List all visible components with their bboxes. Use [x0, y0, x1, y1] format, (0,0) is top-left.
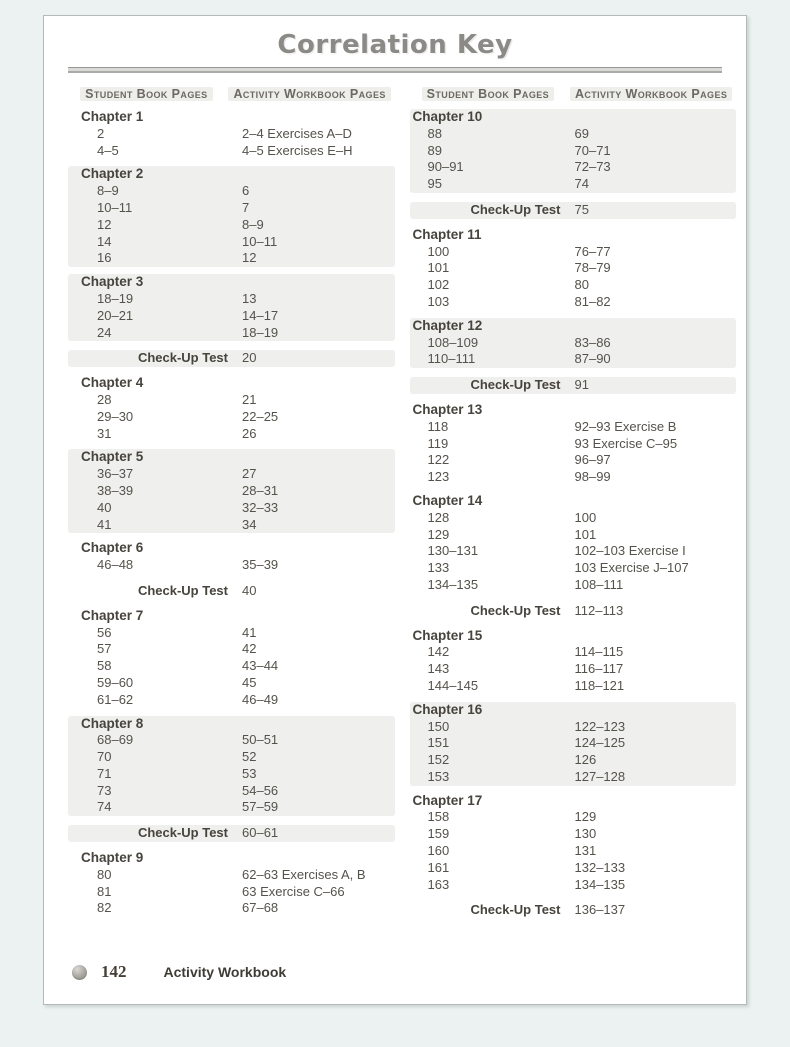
- correlation-column-left: [68, 87, 395, 927]
- activity-workbook-pages-value: 103 Exercise J–107: [574, 560, 689, 576]
- correlation-row: [68, 500, 395, 517]
- chapter-section: [68, 608, 395, 709]
- student-book-pages-value: 16: [97, 250, 112, 266]
- correlation-row: [410, 335, 737, 352]
- checkup-test-pages-value: 91: [574, 377, 589, 393]
- chapter-heading: Chapter 11: [412, 226, 482, 242]
- column-header-row: [68, 87, 395, 101]
- correlation-row: [410, 826, 737, 843]
- correlation-row: [68, 250, 395, 267]
- correlation-row: [68, 126, 395, 143]
- activity-workbook-pages-value: 100: [574, 509, 597, 525]
- activity-workbook-pages-value: 22–25: [242, 408, 279, 424]
- student-book-pages-value: 14: [97, 233, 112, 249]
- correlation-row: [410, 752, 737, 769]
- activity-workbook-pages-value: 131: [574, 843, 597, 859]
- student-book-pages-value: 38–39: [97, 482, 134, 498]
- activity-workbook-pages-value: 35–39: [242, 557, 279, 573]
- student-book-pages-value: 158: [427, 809, 450, 825]
- column-header-activity-workbook-pages: Activity Workbook Pages: [570, 87, 732, 101]
- activity-workbook-pages-value: 124–125: [574, 735, 626, 751]
- checkup-test-label: Check-Up Test: [470, 902, 561, 918]
- correlation-row: [68, 234, 395, 251]
- student-book-pages-value: 143: [427, 661, 450, 677]
- activity-workbook-pages-value: 118–121: [574, 677, 625, 693]
- chapter-section: [410, 628, 737, 695]
- chapter-section: [410, 109, 737, 193]
- activity-workbook-pages-value: 41: [242, 624, 257, 640]
- activity-workbook-pages-value: 27: [242, 466, 257, 482]
- activity-workbook-pages-value: 93 Exercise C–95: [574, 435, 678, 451]
- page-number: 142: [101, 962, 127, 981]
- activity-workbook-pages-value: 6: [242, 183, 250, 199]
- correlation-row: [68, 409, 395, 426]
- correlation-row: [410, 719, 737, 736]
- activity-workbook-pages-value: 92–93 Exercise B: [574, 418, 677, 434]
- student-book-pages-value: 59–60: [97, 674, 134, 690]
- student-book-pages-value: 122: [427, 452, 450, 468]
- student-book-pages-value: 80: [97, 866, 112, 882]
- checkup-test-row: [410, 202, 737, 219]
- activity-workbook-pages-value: 43–44: [242, 658, 279, 674]
- chapter-heading: Chapter 14: [412, 492, 483, 508]
- chapter-section: [410, 702, 737, 786]
- student-book-pages-value: 41: [97, 516, 112, 532]
- checkup-test-label: Check-Up Test: [470, 201, 561, 217]
- activity-workbook-pages-value: 126: [574, 752, 597, 768]
- chapter-section: [410, 227, 737, 311]
- activity-workbook-pages-value: 28–31: [242, 482, 279, 498]
- checkup-test-pages-value: 112–113: [574, 602, 624, 618]
- chapter-heading: Chapter 1: [81, 109, 144, 124]
- correlation-row: [68, 392, 395, 409]
- correlation-row: [410, 159, 737, 176]
- activity-workbook-pages-value: 52: [242, 749, 257, 765]
- student-book-pages-value: 40: [97, 499, 112, 515]
- correlation-row: [410, 419, 737, 436]
- correlation-row: [68, 466, 395, 483]
- student-book-pages-value: 160: [427, 843, 450, 859]
- activity-workbook-pages-value: 74: [574, 176, 589, 192]
- chapter-heading: Chapter 2: [81, 166, 144, 182]
- column-header-activity-workbook-pages: Activity Workbook Pages: [228, 87, 390, 101]
- correlation-row: [410, 244, 737, 261]
- student-book-pages-value: 82: [97, 900, 112, 916]
- activity-workbook-pages-value: 63 Exercise C–66: [242, 883, 345, 899]
- chapter-section: [68, 716, 395, 817]
- student-book-pages-value: 142: [427, 644, 450, 660]
- activity-workbook-pages-value: 81–82: [574, 293, 611, 309]
- student-book-pages-value: 118: [427, 418, 449, 434]
- column-header-row: [410, 87, 737, 101]
- correlation-row: [410, 436, 737, 453]
- correlation-row: [410, 510, 737, 527]
- checkup-test-label: Check-Up Test: [137, 825, 228, 841]
- student-book-pages-value: 130–131: [427, 543, 479, 559]
- correlation-row: [410, 678, 737, 695]
- correlation-row: [410, 769, 737, 786]
- chapter-section: [410, 793, 737, 894]
- activity-workbook-pages-value: 70–71: [574, 142, 611, 158]
- student-book-pages-value: 110–111: [427, 351, 476, 367]
- activity-workbook-pages-value: 127–128: [574, 768, 626, 784]
- checkup-test-row: [410, 603, 737, 620]
- chapter-heading: Chapter 15: [412, 627, 483, 643]
- checkup-test-label: Check-Up Test: [137, 582, 228, 598]
- student-book-pages-value: 29–30: [97, 408, 134, 424]
- chapter-sections-left: [68, 109, 395, 917]
- activity-workbook-pages-value: 12: [242, 250, 257, 266]
- chapter-heading: Chapter 6: [81, 540, 144, 556]
- correlation-row: [410, 469, 737, 486]
- activity-workbook-pages-value: 26: [242, 425, 257, 441]
- correlation-row: [410, 527, 737, 544]
- correlation-row: [68, 732, 395, 749]
- student-book-pages-value: 101: [427, 260, 450, 276]
- correlation-row: [68, 200, 395, 217]
- checkup-test-row: [68, 350, 395, 367]
- activity-workbook-pages-value: 21: [242, 391, 257, 407]
- activity-workbook-pages-value: 45: [242, 674, 257, 690]
- student-book-pages-value: 74: [97, 799, 112, 815]
- student-book-pages-value: 144–145: [427, 677, 479, 693]
- student-book-pages-value: 102: [427, 277, 450, 293]
- activity-workbook-pages-value: 10–11: [242, 233, 278, 249]
- chapter-heading: Chapter 13: [412, 401, 483, 417]
- activity-workbook-pages-value: 62–63 Exercises A, B: [242, 866, 366, 882]
- correlation-row: [410, 735, 737, 752]
- correlation-row: [68, 884, 395, 901]
- student-book-pages-value: 90–91: [427, 159, 464, 175]
- student-book-pages-value: 119: [427, 435, 449, 451]
- correlation-row: [68, 675, 395, 692]
- checkup-test-label: Check-Up Test: [470, 377, 561, 393]
- page-title: Correlation Key: [277, 30, 513, 60]
- correlation-row: [68, 308, 395, 325]
- correlation-row: [68, 692, 395, 709]
- checkup-test-row: [68, 825, 395, 842]
- correlation-row: [68, 749, 395, 766]
- correlation-table: [44, 73, 746, 927]
- correlation-row: [410, 452, 737, 469]
- student-book-pages-value: 150: [427, 718, 450, 734]
- chapter-heading: Chapter 16: [412, 701, 483, 717]
- activity-workbook-pages-value: 50–51: [242, 732, 279, 748]
- activity-workbook-pages-value: 4–5 Exercises E–H: [242, 142, 353, 158]
- correlation-row: [68, 641, 395, 658]
- student-book-pages-value: 123: [427, 469, 450, 485]
- correlation-row: [68, 766, 395, 783]
- activity-workbook-pages-value: 18–19: [242, 324, 279, 340]
- chapter-section: [68, 540, 395, 574]
- student-book-pages-value: 31: [97, 425, 112, 441]
- correlation-row: [410, 644, 737, 661]
- student-book-pages-value: 163: [427, 876, 450, 892]
- activity-workbook-pages-value: 2–4 Exercises A–D: [242, 125, 352, 141]
- chapter-section: [410, 402, 737, 486]
- correlation-row: [410, 661, 737, 678]
- activity-workbook-pages-value: 102–103 Exercise I: [574, 543, 686, 559]
- activity-workbook-pages-value: 83–86: [574, 334, 611, 350]
- checkup-test-label: Check-Up Test: [470, 602, 561, 618]
- correlation-row: [68, 183, 395, 200]
- student-book-pages-value: 100: [427, 243, 450, 259]
- correlation-row: [68, 291, 395, 308]
- page-number-bullet-icon: [72, 965, 87, 980]
- activity-workbook-pages-value: 132–133: [574, 859, 626, 875]
- student-book-pages-value: 151: [427, 735, 450, 751]
- student-book-pages-value: 73: [97, 782, 112, 798]
- activity-workbook-pages-value: 108–111: [574, 576, 624, 592]
- activity-workbook-pages-value: 67–68: [242, 900, 279, 916]
- activity-workbook-pages-value: 46–49: [242, 691, 279, 707]
- student-book-pages-value: 58: [97, 658, 112, 674]
- student-book-pages-value: 61–62: [97, 691, 134, 707]
- correlation-row: [68, 867, 395, 884]
- student-book-pages-value: 4–5: [97, 142, 119, 158]
- student-book-pages-value: 10–11: [97, 199, 133, 215]
- chapter-heading: Chapter 17: [412, 792, 483, 808]
- activity-workbook-pages-value: 8–9: [242, 216, 264, 232]
- correlation-row: [410, 843, 737, 860]
- activity-workbook-pages-value: 34: [242, 516, 257, 532]
- activity-workbook-pages-value: 98–99: [574, 469, 611, 485]
- correlation-row: [68, 517, 395, 534]
- activity-workbook-pages-value: 14–17: [242, 307, 279, 323]
- activity-workbook-pages-value: 42: [242, 641, 257, 657]
- correlation-row: [410, 143, 737, 160]
- student-book-pages-value: 88: [427, 125, 442, 141]
- student-book-pages-value: 70: [97, 749, 112, 765]
- activity-workbook-pages-value: 130: [574, 826, 597, 842]
- correlation-row: [410, 294, 737, 311]
- student-book-pages-value: 161: [427, 859, 450, 875]
- student-book-pages-value: 134–135: [427, 576, 479, 592]
- checkup-test-label: Check-Up Test: [137, 350, 228, 366]
- chapter-heading: Chapter 8: [81, 715, 144, 731]
- correlation-row: [410, 277, 737, 294]
- student-book-pages-value: 46–48: [97, 557, 134, 573]
- correlation-row: [68, 783, 395, 800]
- correlation-row: [68, 143, 395, 160]
- student-book-pages-value: 152: [427, 752, 450, 768]
- checkup-test-pages-value: 136–137: [574, 902, 626, 918]
- student-book-pages-value: 153: [427, 768, 450, 784]
- correlation-row: [68, 625, 395, 642]
- student-book-pages-value: 57: [97, 641, 112, 657]
- student-book-pages-value: 103: [427, 293, 450, 309]
- chapter-section: [410, 493, 737, 594]
- chapter-section: [68, 109, 395, 159]
- student-book-pages-value: 128: [427, 509, 450, 525]
- chapter-sections-right: [410, 109, 737, 919]
- checkup-test-row: [410, 902, 737, 919]
- activity-workbook-pages-value: 101: [574, 526, 597, 542]
- student-book-pages-value: 24: [97, 324, 112, 340]
- activity-workbook-pages-value: 32–33: [242, 499, 279, 515]
- chapter-heading: Chapter 12: [412, 317, 483, 333]
- checkup-test-pages-value: 40: [242, 582, 257, 598]
- student-book-pages-value: 2: [97, 125, 105, 141]
- activity-workbook-pages-value: 13: [242, 290, 257, 306]
- correlation-row: [410, 809, 737, 826]
- checkup-test-pages-value: 75: [574, 201, 589, 217]
- activity-workbook-pages-value: 87–90: [574, 351, 611, 367]
- correlation-row: [410, 543, 737, 560]
- chapter-heading: Chapter 9: [81, 850, 144, 866]
- student-book-pages-value: 71: [97, 765, 112, 781]
- correlation-row: [68, 658, 395, 675]
- activity-workbook-pages-value: 114–115: [574, 644, 624, 660]
- correlation-row: [410, 860, 737, 877]
- chapter-heading: Chapter 5: [81, 449, 144, 465]
- student-book-pages-value: 20–21: [97, 307, 134, 323]
- student-book-pages-value: 129: [427, 526, 450, 542]
- activity-workbook-pages-value: 53: [242, 765, 257, 781]
- student-book-pages-value: 159: [427, 826, 450, 842]
- correlation-row: [68, 325, 395, 342]
- activity-workbook-pages-value: 78–79: [574, 260, 611, 276]
- student-book-pages-value: 68–69: [97, 732, 134, 748]
- chapter-section: [68, 850, 395, 917]
- correlation-row: [410, 260, 737, 277]
- student-book-pages-value: 28: [97, 391, 112, 407]
- student-book-pages-value: 8–9: [97, 183, 119, 199]
- correlation-row: [410, 577, 737, 594]
- student-book-pages-value: 12: [97, 216, 112, 232]
- student-book-pages-value: 89: [427, 142, 442, 158]
- student-book-pages-value: 95: [427, 176, 442, 192]
- chapter-section: [68, 375, 395, 442]
- correlation-row: [68, 217, 395, 234]
- activity-workbook-pages-value: 80: [574, 277, 589, 293]
- column-header-student-book-pages: Student Book Pages: [80, 87, 212, 101]
- checkup-test-pages-value: 20: [242, 350, 257, 366]
- correlation-row: [68, 557, 395, 574]
- activity-workbook-pages-value: 116–117: [574, 661, 624, 677]
- chapter-section: [68, 449, 395, 533]
- correlation-row: [410, 877, 737, 894]
- chapter-section: [410, 318, 737, 368]
- chapter-heading: Chapter 7: [81, 607, 144, 623]
- correlation-column-right: [410, 87, 737, 927]
- activity-workbook-pages-value: 69: [574, 125, 589, 141]
- student-book-pages-value: 36–37: [97, 466, 134, 482]
- correlation-row: [68, 426, 395, 443]
- correlation-row: [68, 483, 395, 500]
- activity-workbook-pages-value: 72–73: [574, 159, 611, 175]
- checkup-test-row: [410, 377, 737, 394]
- activity-workbook-pages-value: 96–97: [574, 452, 611, 468]
- workbook-page: [43, 15, 747, 1005]
- student-book-pages-value: 133: [427, 560, 450, 576]
- correlation-row: [68, 799, 395, 816]
- student-book-pages-value: 108–109: [427, 334, 479, 350]
- correlation-row: [68, 900, 395, 917]
- activity-workbook-pages-value: 134–135: [574, 876, 626, 892]
- activity-workbook-pages-value: 122–123: [574, 718, 626, 734]
- column-header-student-book-pages: Student Book Pages: [422, 87, 554, 101]
- chapter-heading: Chapter 4: [81, 375, 144, 391]
- activity-workbook-pages-value: 129: [574, 809, 597, 825]
- chapter-section: [68, 274, 395, 341]
- checkup-test-row: [68, 583, 395, 600]
- activity-workbook-pages-value: 76–77: [574, 243, 611, 259]
- activity-workbook-pages-value: 54–56: [242, 782, 279, 798]
- correlation-row: [410, 176, 737, 193]
- student-book-pages-value: 81: [97, 883, 112, 899]
- chapter-section: [68, 166, 395, 267]
- page-footer: [72, 962, 286, 982]
- book-title: Activity Workbook: [163, 964, 287, 980]
- checkup-test-pages-value: 60–61: [242, 825, 279, 841]
- activity-workbook-pages-value: 57–59: [242, 799, 279, 815]
- student-book-pages-value: 56: [97, 624, 112, 640]
- correlation-row: [410, 126, 737, 143]
- student-book-pages-value: 18–19: [97, 290, 134, 306]
- chapter-heading: Chapter 10: [412, 109, 483, 124]
- activity-workbook-pages-value: 7: [242, 199, 250, 215]
- correlation-row: [410, 351, 737, 368]
- chapter-heading: Chapter 3: [81, 274, 144, 290]
- correlation-row: [410, 560, 737, 577]
